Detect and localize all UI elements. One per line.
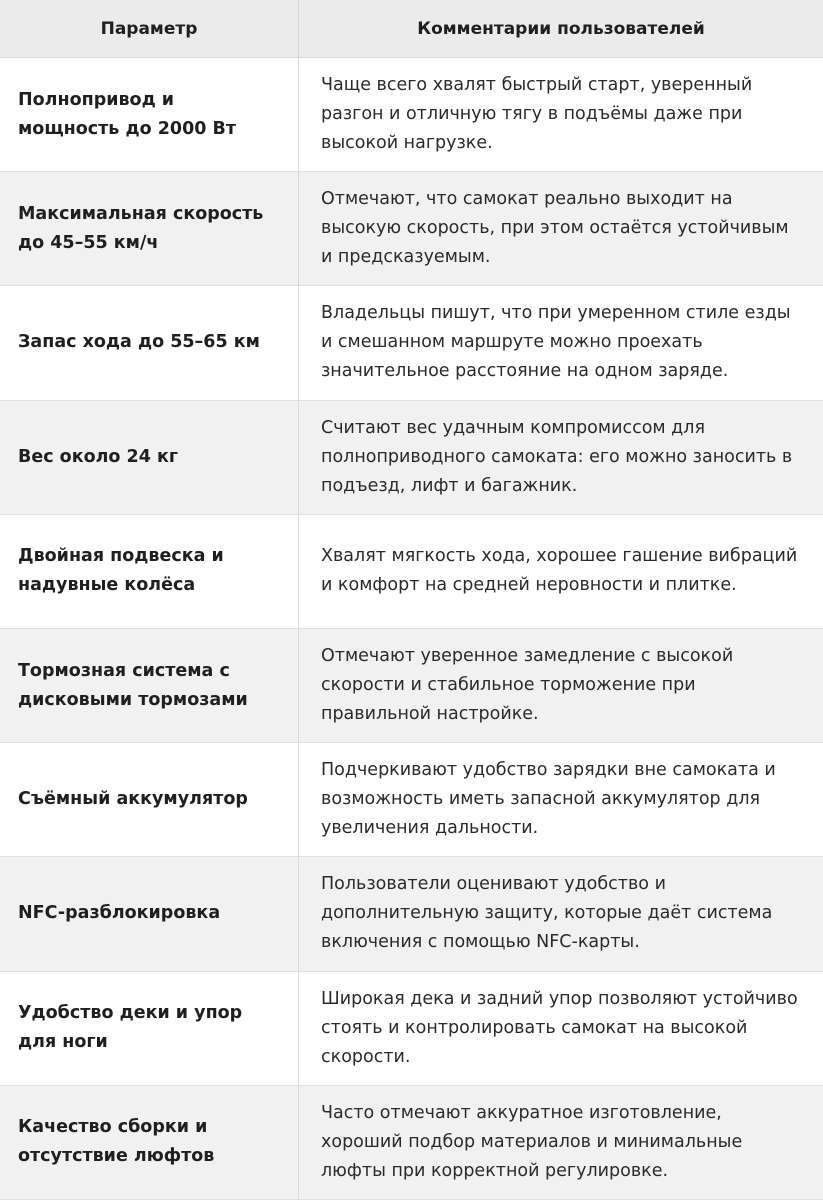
- parameter-cell: Удобство деки и упор для ноги: [0, 972, 299, 1085]
- parameter-cell: Максимальная скорость до 45–55 км/ч: [0, 172, 299, 285]
- comment-cell: Считают вес удачным компромиссом для полноприводного самоката: его можно заносить в подъезд, лифт и багажник.: [321, 417, 793, 496]
- comment-cell: Хвалят мягкость хода, хорошее гашение вибраций и комфорт на средней неровности и плитке.: [321, 546, 798, 596]
- table-header: [0, 0, 823, 58]
- comment-cell: Чаще всего хвалят быстрый старт, уверенный разгон и отличную тягу в подъёмы даже при высокой нагрузке.: [321, 75, 753, 154]
- table-row: [0, 972, 823, 1086]
- table-row: [0, 515, 823, 629]
- comment-cell: Широкая дека и задний упор позволяют устойчиво стоять и контролировать самокат на высокой скорости.: [321, 988, 798, 1067]
- comment-cell: Отмечают уверенное замедление с высокой скорости и стабильное торможение при правильной настройке.: [321, 646, 734, 725]
- table-row: [0, 743, 823, 857]
- comment-cell: Отмечают, что самокат реально выходит на высокую скорость, при этом остаётся устойчивым и предсказуемым.: [321, 189, 789, 268]
- comment-cell: Владельцы пишут, что при умеренном стиле езды и смешанном маршруте можно проехать значительное расстояние на одном заряде.: [321, 303, 791, 382]
- table-row: [0, 286, 823, 400]
- header-parameter: Параметр: [0, 0, 299, 57]
- parameter-cell: Полнопривод и мощность до 2000 Вт: [0, 58, 299, 171]
- parameter-cell: Двойная подвеска и надувные колёса: [0, 515, 299, 628]
- parameter-cell: Тормозная система с дисковыми тормозами: [0, 629, 299, 742]
- parameter-cell: Запас хода до 55–65 км: [0, 286, 299, 399]
- table-row: [0, 629, 823, 743]
- table-row: [0, 401, 823, 515]
- comment-cell: Подчеркивают удобство зарядки вне самоката и возможность иметь запасной аккумулятор для увеличения дальности.: [321, 760, 776, 839]
- comment-cell: Пользователи оценивают удобство и дополнительную защиту, которые даёт система включения с помощью NFC-карты.: [321, 874, 773, 953]
- table-row: [0, 857, 823, 971]
- parameter-cell: Съёмный аккумулятор: [0, 743, 299, 856]
- parameter-cell: Качество сборки и отсутствие люфтов: [0, 1086, 299, 1199]
- parameter-cell: NFC-разблокировка: [0, 857, 299, 970]
- header-user-comments: Комментарии пользователей: [417, 18, 705, 39]
- comment-cell: Часто отмечают аккуратное изготовление, хороший подбор материалов и минимальные люфты при корректной регулировке.: [321, 1102, 743, 1181]
- parameter-cell: Вес около 24 кг: [0, 401, 299, 514]
- table-row: [0, 1086, 823, 1200]
- table-row: [0, 172, 823, 286]
- table-row: [0, 58, 823, 172]
